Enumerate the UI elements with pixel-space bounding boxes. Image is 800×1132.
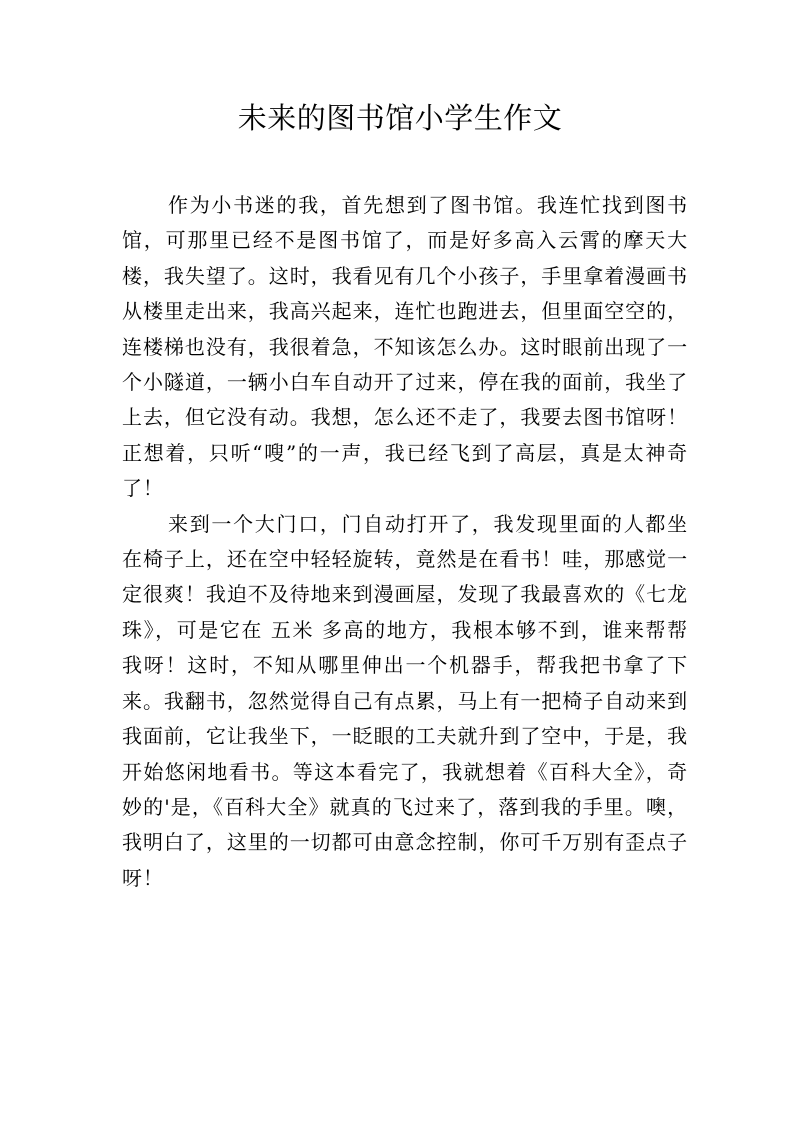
document-title: 未来的图书馆小学生作文 <box>237 101 563 135</box>
paragraph-2: 来到一个大门口，门自动打开了，我发现里面的人都坐在椅子上，还在空中轻轻旋转，竟然是在看书！哇，那感觉一定很爽！我迫不及待地来到漫画屋，发现了我最喜欢的《七龙珠》，可是它在 五米 多高的地方，我根本够不到，谁来帮帮我呀！这时，不知从哪里伸出一个机器手，帮我把书拿了下来。我翻书，忽然觉得自己有点累，马上有一把椅子自动来到我面前，它让我坐下，一眨眼的工夫就升到了空中，于是，我开始悠闲地看书。等这本看完了，我就想着《百科大全》，奇妙的'是，《百科大全》就真的飞过来了，落到我的手里。噢，我明白了，这里的一切都可由意念控制，你可千万别有歪点子呀！ <box>122 511 688 890</box>
document-body <box>122 188 688 896</box>
paragraph-1: 作为小书迷的我，首先想到了图书馆。我连忙找到图书馆，可那里已经不是图书馆了，而是好多高入云霄的摩天大楼，我失望了。这时，我看见有几个小孩子，手里拿着漫画书从楼里走出来，我高兴起来，连忙也跑进去，但里面空空的，连楼梯也没有，我很着急，不知该怎么办。这时眼前出现了一个小隧道，一辆小白车自动开了过来，停在我的面前，我坐了上去，但它没有动。我想，怎么还不走了，我要去图书馆呀！正想着，只听“嗖”的一声，我已经飞到了高层，真是太神奇了！ <box>122 193 688 501</box>
